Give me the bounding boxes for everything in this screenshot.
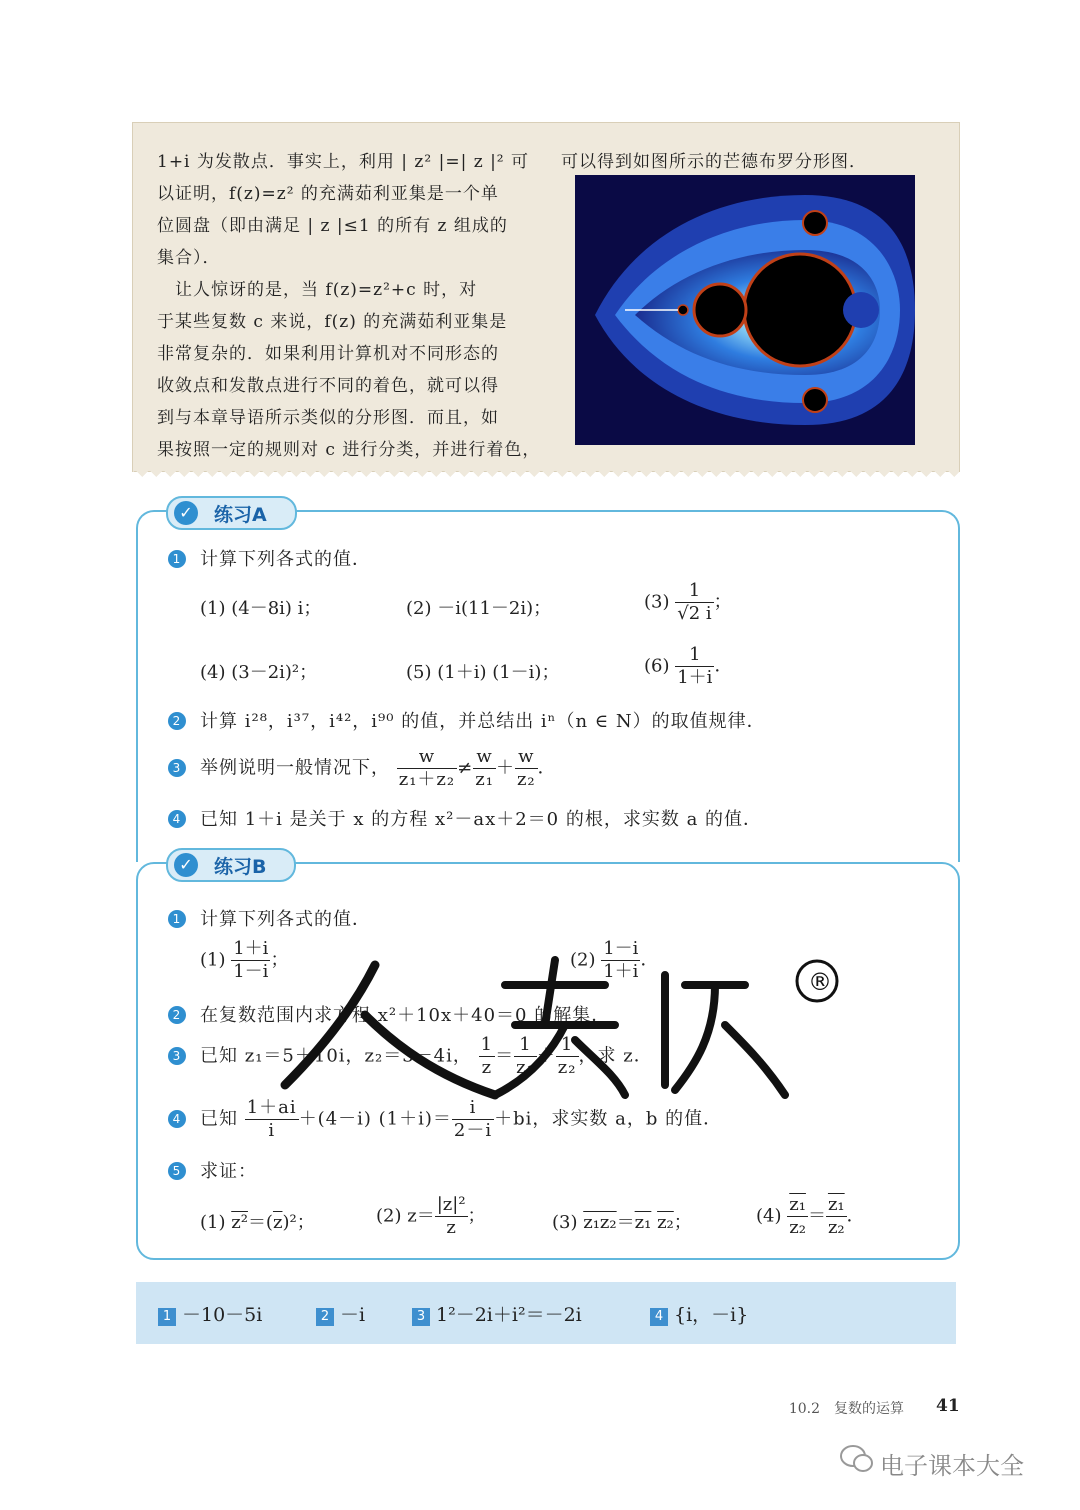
pencil-check-icon: ✓ bbox=[174, 853, 198, 877]
brand-logo bbox=[245, 945, 845, 1105]
reading-box bbox=[132, 122, 960, 472]
reading-line: 于某些复数 c 来说，f(z) 的充满茹利亚集是 bbox=[157, 312, 508, 332]
question-text: 计算下列各式的值． bbox=[200, 909, 371, 930]
question-text: 计算下列各式的值． bbox=[200, 549, 371, 570]
exA-question-3: 3 举例说明一般情况下， $\frac{w}{\text{z₁＋z₂}}$ ≠ $\frac{w}{\text{z₁}}$ ＋ $\frac{w}{\text{z₂}}$ ． bbox=[168, 746, 557, 791]
watermark-account: 电子课本大全 bbox=[880, 1452, 1024, 1480]
exA-q1-item-1: (1) (4－8i) i； bbox=[200, 598, 322, 619]
exA-q1-item-2: (2) －i(11－2i)； bbox=[406, 598, 552, 619]
exercise-b-label: 练习B bbox=[214, 855, 267, 878]
question-number: 3 bbox=[168, 759, 186, 777]
exB-question-1 bbox=[168, 905, 371, 931]
reading-line: 收敛点和发散点进行不同的着色，就可以得 bbox=[157, 376, 499, 396]
exB-question-5 bbox=[168, 1157, 257, 1183]
exB-q5-item-1: (1) $z^2=(\overline{z})^2$； bbox=[200, 1212, 315, 1233]
fraction: $\frac{1}{√2 i}$ bbox=[677, 580, 712, 624]
exA-q1-item-5: (5) (1＋i) (1－i)； bbox=[406, 662, 560, 683]
question-number: 1 bbox=[168, 550, 186, 568]
pencil-check-icon: ✓ bbox=[174, 501, 198, 525]
reading-line: 非常复杂的．如果利用计算机对不同形态的 bbox=[157, 344, 499, 364]
fraction: $\frac{\text{z₁}}{\text{z₂}}$ bbox=[789, 1194, 806, 1238]
question-text: 已知 1＋i 是关于 x 的方程 x²－ax＋2＝0 的根，求实数 a 的值． bbox=[200, 809, 763, 830]
fraction: $\frac{i}{2-i}$ bbox=[453, 1097, 493, 1141]
fraction: $\frac{1}{\text{z₁}}$ bbox=[516, 1034, 535, 1078]
question-text: 在复数范围内求方程 x²＋10x＋40＝0 的解集． bbox=[200, 1005, 611, 1026]
exB-q1-item-1: (1) $\frac{1+i}{1-i}$ ； bbox=[200, 938, 289, 982]
answer-item: 4 {i，－i} bbox=[650, 1300, 748, 1327]
exB-q5-item-3: (3) z₁z₂＝z₁ z₂； bbox=[552, 1212, 692, 1233]
exercise-a-tag bbox=[166, 496, 297, 530]
item-label: (6) bbox=[644, 655, 670, 677]
question-text: 计算 i²⁸，i³⁷，i⁴²，i⁹⁰ 的值，并总结出 iⁿ（n ∈ N）的取值规律． bbox=[200, 711, 766, 732]
item-label: (3) bbox=[644, 591, 670, 613]
exB-question-4: 4 已知 $\frac{1+ai}{i}$ ＋(4－i) (1＋i)＝ $\frac{i}{2-i}$ ＋bi，求实数 a，b 的值． bbox=[168, 1097, 722, 1142]
exB-q5-item-4: (4) $\frac{\text{z₁}}{\text{z₂}}$ ＝ $\frac{\text{z₁}}{\text{z₂}}$ ． bbox=[756, 1194, 865, 1238]
exA-question-4 bbox=[168, 805, 762, 831]
question-number: 4 bbox=[168, 810, 186, 828]
wechat-icon bbox=[840, 1444, 874, 1474]
mandelbrot-image bbox=[575, 175, 915, 445]
exA-q1-item-6: (6) $\frac{1}{1+i}$ ． bbox=[644, 644, 733, 688]
answers-strip bbox=[136, 1282, 956, 1344]
answer-item: 3 1²－2i＋i²＝－2i bbox=[412, 1300, 582, 1327]
exercise-a-label: 练习A bbox=[214, 503, 267, 526]
fraction: $\frac{\text{|z|²}}{z}$ bbox=[436, 1194, 466, 1238]
exA-question-2 bbox=[168, 707, 766, 733]
fraction: $\frac{1+ai}{i}$ bbox=[246, 1097, 297, 1141]
fraction: $\frac{w}{\text{z₁＋z₂}}$ bbox=[398, 746, 456, 790]
fraction: $\frac{1-i}{1+i}$ bbox=[603, 938, 639, 982]
exB-q1-item-2: (2) $\frac{1-i}{1+i}$ ． bbox=[570, 938, 659, 982]
reading-line: 果按照一定的规则对 c 进行分类，并进行着色， bbox=[157, 440, 541, 460]
exA-question-1 bbox=[168, 545, 371, 571]
question-number: 3 bbox=[168, 1047, 186, 1065]
section-footer: 10.2 复数的运算 bbox=[788, 1401, 904, 1417]
reading-line: 让人惊讶的是，当 f(z)=z²+c 时，对 bbox=[157, 280, 478, 300]
exB-question-3: 3 已知 z₁＝5＋10i，z₂＝3－4i， $\frac{1}{z}$ ＝ $\frac{1}{\text{z₁}}$ ＋ $\frac{1}{\text{z₂}}$ ，求 z． bbox=[168, 1034, 653, 1079]
exB-q5-item-2: (2) z＝ $\frac{\text{|z|²}}{z}$ ； bbox=[376, 1194, 486, 1238]
question-number: 5 bbox=[168, 1162, 186, 1180]
registered-mark: ® bbox=[808, 968, 832, 996]
fraction: $\frac{w}{\text{z₂}}$ bbox=[516, 746, 536, 790]
reading-line: 集合）． bbox=[157, 248, 221, 268]
fraction: $\frac{1}{z}$ bbox=[480, 1034, 494, 1078]
reading-line: 到与本章导语所示类似的分形图．而且，如 bbox=[157, 408, 499, 428]
fraction: $\frac{1}{\text{z₂}}$ bbox=[557, 1034, 577, 1078]
reading-line: 以证明，f(z)=z² 的充满茹利亚集是一个单 bbox=[157, 184, 499, 204]
question-text: 求证： bbox=[200, 1161, 257, 1182]
exercise-b-tag bbox=[166, 848, 296, 882]
question-number: 1 bbox=[168, 910, 186, 928]
reading-line: 位圆盘（即由满足 | z |≤1 的所有 z 组成的 bbox=[157, 216, 508, 236]
figure-caption: 可以得到如图所示的芒德布罗分形图． bbox=[561, 152, 867, 172]
answer-item: 2 －i bbox=[316, 1300, 365, 1327]
exA-q1-item-3: (3) $\frac{1}{√2 i}$ ； bbox=[644, 580, 732, 624]
exA-q1-item-4: (4) (3－2i)²； bbox=[200, 662, 318, 683]
page-number: 41 bbox=[936, 1396, 960, 1416]
fraction: $\frac{w}{\text{z₁}}$ bbox=[475, 746, 494, 790]
fraction: $\frac{\text{z₁}}{\text{z₂}}$ bbox=[827, 1194, 845, 1238]
fraction: $\frac{1}{1+i}$ bbox=[677, 644, 713, 688]
reading-line: 1+i 为发散点．事实上，利用 | z² |=| z |² 可 bbox=[157, 152, 530, 172]
question-number: 2 bbox=[168, 1006, 186, 1024]
question-number: 2 bbox=[168, 712, 186, 730]
question-number: 4 bbox=[168, 1110, 186, 1128]
answer-item: 1 －10－5i bbox=[158, 1300, 262, 1327]
fraction: $\frac{1+i}{1-i}$ bbox=[233, 938, 269, 982]
